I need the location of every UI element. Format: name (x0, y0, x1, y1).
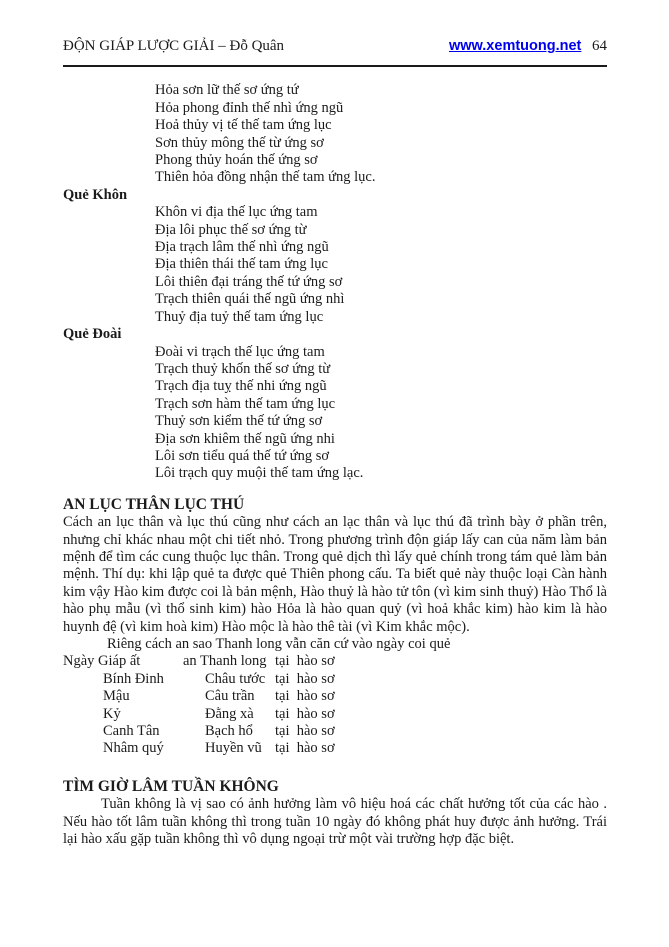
verse-block-que-doai (63, 344, 607, 483)
table-row (63, 671, 607, 688)
verse-block-que-khon (63, 204, 607, 326)
table-row (63, 688, 607, 705)
website-link[interactable]: www.xemtuong.net (448, 38, 582, 54)
star-cell: Câu trần (205, 688, 255, 705)
paragraph-luc-than: Cách an lục thân và lục thú cũng như cách an lạc thân và lục thú đã trình bày ở phần trên, nhưng chỉ khác nhau một chi tiết nhỏ. Trong phương trình độn giáp lấy can của năm làm bản mệnh để tìm các cung thuộc lục thân. Trong quẻ dịch thì lấy quẻ chính trong tám quẻ làm bản mệnh. Thí dụ: khi lập quẻ ta được quẻ Thiên phong cấu. Ta biết quẻ này thuộc loại Càn hành kim vậy Hào kim được coi là bản mệnh, Hào thuỷ là hào tử tôn (vì kim sinh thuỷ) Hào Thổ là hào phụ mẫu (vì thổ sinh kim) hào Hỏa là hào quan quỷ (vì hoả khắc kim) hào kim là hào huynh đệ (vì kim hoà kim) Hào mộc là hào thê tài (vì Kim khắc mộc). (63, 514, 607, 635)
verse-line: Trạch địa tuỵ thế nhi ứng ngũ (155, 378, 327, 395)
verse-line: Lôi sơn tiểu quá thế tứ ứng sơ (155, 447, 330, 464)
note-thanh-long: Riêng cách an sao Thanh long vẫn căn cứ vào ngày coi quẻ (107, 636, 451, 652)
verse-line: Sơn thủy mông thế từ ứng sơ (155, 134, 324, 151)
day-cell: Kỷ (103, 705, 121, 722)
verse-line: Lôi thiên đại tráng thế tứ ứng sơ (155, 273, 343, 290)
page-content (63, 67, 607, 848)
verse-line: Khôn vi địa thế lục ứng tam (155, 204, 318, 221)
paragraph-tuan-khong: Tuần không là vị sao có ảnh hưởng làm vô hiệu hoá các chất hưởng tốt của các hào . Nếu hào tốt lâm tuần không thì trong tuần 10 ngày đó không phát huy được ảnh hưởng. Trái lại hào xấu gặp tuần không thì vô dụng ngoại trừ một vài trường hợp đặc biệt. (63, 796, 607, 848)
day-cell: Mậu (103, 688, 130, 705)
table-row (63, 740, 607, 757)
heading-que-doai: Quẻ Đoài (63, 326, 122, 343)
position-cell: tại hào sơ (275, 653, 335, 670)
verse-line: Hỏa sơn lữ thế sơ ứng tứ (155, 82, 299, 99)
verse-line: Hỏa phong đỉnh thế nhì ứng ngũ (155, 99, 344, 116)
verse-line: Đoài vi trạch thế lục ứng tam (155, 343, 325, 360)
day-cell: Canh Tân (103, 723, 160, 740)
verse-line: Địa sơn khiêm thế ngũ ứng nhi (155, 430, 335, 447)
verse-line: Trạch sơn hàm thế tam ứng lục (155, 395, 336, 412)
star-cell: an Thanh long (183, 653, 267, 670)
star-cell: Châu tước (205, 670, 266, 687)
star-cell: Huyền vũ (205, 740, 262, 757)
verse-line: Phong thủy hoán thế ứng sơ (155, 152, 318, 169)
position-cell: tại hào sơ (275, 688, 335, 705)
verse-line: Địa thiên thái thế tam ứng lục (155, 256, 328, 273)
verse-line: Hoả thủy vị tế thế tam ứng lục (155, 117, 332, 134)
table-row (63, 653, 607, 670)
table-row (63, 723, 607, 740)
star-cell: Đằng xà (205, 705, 254, 722)
verse-block-continued (63, 82, 607, 186)
verse-line: Địa lôi phục thế sơ ứng từ (155, 221, 307, 238)
heading-que-khon: Quẻ Khôn (63, 186, 128, 203)
table-row (63, 706, 607, 723)
heading-an-luc-than-luc-thu: AN LỤC THÂN LỤC THÚ (63, 495, 245, 513)
verse-line: Trạch thuỷ khốn thế sơ ứng từ (155, 360, 331, 377)
header-right (449, 38, 607, 55)
verse-line: Trạch thiên quái thế ngũ ứng nhì (155, 291, 345, 308)
heading-tim-gio-lam-tuan-khong: TÌM GIỜ LÂM TUẦN KHÔNG (63, 777, 279, 795)
day-cell: Bính Đinh (103, 670, 164, 687)
day-cell: Ngày Giáp ất (63, 653, 141, 670)
verse-line: Thuỷ sơn kiểm thế tứ ứng sơ (155, 413, 323, 430)
verse-line: Thuỷ địa tuỷ thế tam ứng lục (155, 308, 324, 325)
page-header (63, 38, 607, 67)
verse-line: Thiên hỏa đồng nhận thế tam ứng lục. (155, 169, 376, 186)
position-cell: tại hào sơ (275, 740, 335, 757)
luc-thu-day-table (63, 653, 607, 757)
verse-line: Lôi trạch quy muội thế tam ứng lạc. (155, 465, 364, 482)
star-cell: Bạch hổ (205, 723, 253, 740)
day-cell: Nhâm quý (103, 740, 164, 757)
position-cell: tại hào sơ (275, 705, 335, 722)
verse-line: Địa trạch lâm thế nhì ứng ngũ (155, 239, 329, 256)
position-cell: tại hào sơ (275, 723, 335, 740)
position-cell: tại hào sơ (275, 670, 335, 687)
page-number: 64 (592, 38, 607, 54)
document-title: ĐỘN GIÁP LƯỢC GIẢI – Đỗ Quân (63, 38, 285, 54)
